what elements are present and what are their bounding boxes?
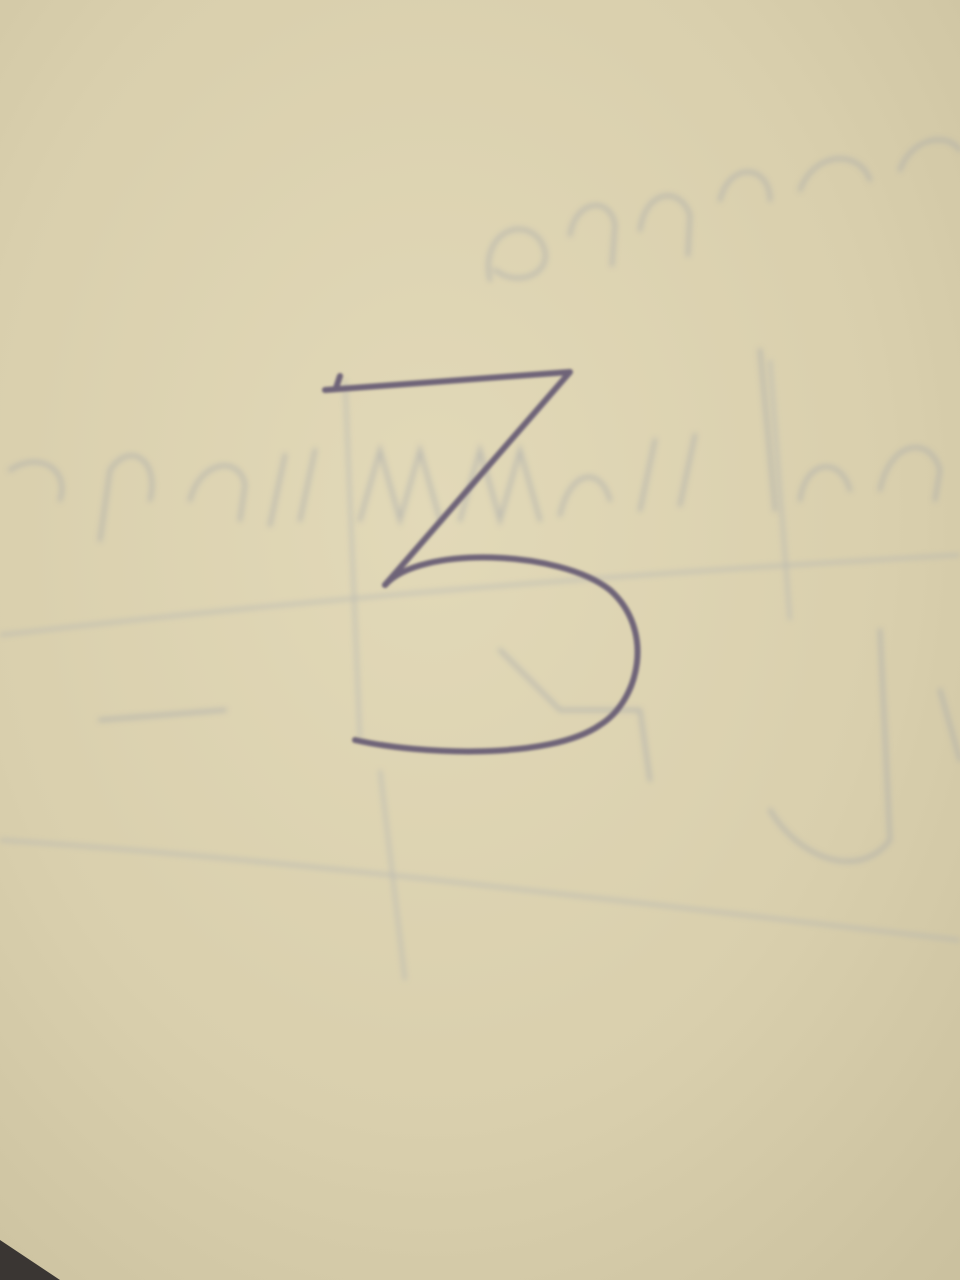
digit-top-tick [336,376,340,388]
